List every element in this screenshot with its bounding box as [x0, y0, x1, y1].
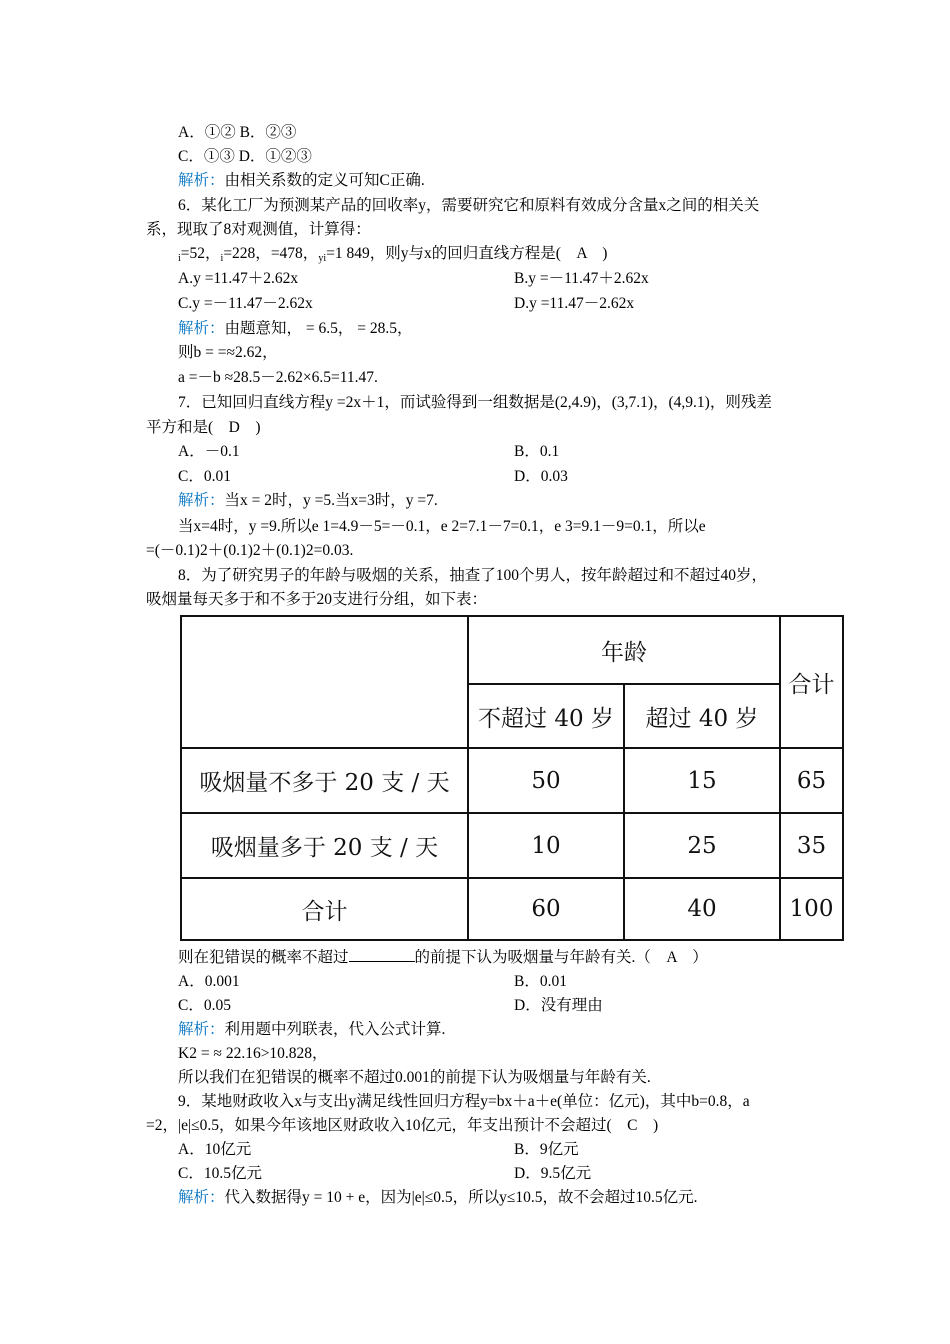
- q7-stem-line2: 平方和是( D ): [146, 419, 261, 436]
- row-label: 吸烟量多于 20 支 / 天: [210, 835, 439, 861]
- table-cell: 100: [789, 896, 834, 922]
- q8-analysis-line3: 所以我们在犯错误的概率不超过0.001的前提下认为吸烟量与年龄有关.: [178, 1069, 651, 1086]
- analysis-label: 解析：: [178, 172, 225, 189]
- q5-analysis: [178, 170, 425, 192]
- q6-stem-line1: 6．某化工厂为预测某产品的回收率y，需要研究它和原料有效成分含量x之间的相关关: [178, 197, 760, 214]
- q7-analysis-line1: 解析：当x = 2时，y =5.当x=3时，y =7.: [178, 492, 438, 509]
- q6-analysis-line3: a =－b ≈28.5－2.62×6.5=11.47.: [178, 369, 378, 386]
- q7-options-ab: [178, 441, 560, 463]
- q9-stem-line2: =2，|e|≤0.5，如果今年该地区财政收入10亿元，年支出预计不会超过( C ): [146, 1117, 659, 1134]
- header-total: 合计: [788, 671, 835, 698]
- header-over-40: 超过 40 岁: [645, 705, 759, 732]
- q8-analysis-line1: 解析：利用题中列联表，代入公式计算.: [178, 1021, 446, 1038]
- q7-options-cd: [178, 466, 568, 488]
- table-cell: 15: [687, 767, 717, 794]
- analysis-label: 解析：: [178, 1021, 225, 1038]
- q6-stem-line3: $_i$=52，$_i$=228，=478，$_{yi}$=1 849，则y与x的回归直线方程是( A ): [178, 245, 608, 264]
- q5-options-cd: C．①③ D．①②③: [178, 148, 312, 165]
- q7-option-a: A．－0.1: [178, 443, 240, 460]
- q9-analysis: 解析：代入数据得y = 10 + e，因为|e|≤0.5，所以y≤10.5，故不会超过10.5亿元.: [178, 1189, 698, 1206]
- q6-option-a: A.y =11.47＋2.62x: [178, 270, 299, 287]
- q8-option-b: B．0.01: [514, 973, 567, 990]
- q9-options-cd: [178, 1163, 592, 1185]
- q6-options-cd: [178, 293, 635, 315]
- q7-option-d: D．0.03: [514, 468, 568, 485]
- table-cell: 65: [796, 767, 827, 794]
- sum-subscript: yi: [318, 253, 327, 264]
- q8-question: 则在犯错误的概率不超过 的前提下认为吸烟量与年龄有关.（ A ）: [178, 949, 708, 966]
- q6-option-c: C.y =－11.47－2.62x: [178, 295, 313, 312]
- sum-subscript: i: [178, 253, 181, 264]
- q9-option-c: C．10.5亿元: [178, 1165, 262, 1182]
- table-cell: 35: [796, 832, 827, 859]
- q9-option-d: D．9.5亿元: [514, 1165, 592, 1182]
- q6-stem-line2: 系，现取了8对观测值，计算得：: [146, 221, 371, 238]
- q6-option-b: B.y =－11.47＋2.62x: [514, 270, 649, 287]
- q6-analysis-line2: 则b = =≈2.62，: [178, 344, 278, 361]
- q8-stem-line2: 吸烟量每天多于和不多于20支进行分组，如下表：: [146, 591, 488, 608]
- q6-analysis-line1: 解析：由题意知， = 6.5， = 28.5，: [178, 320, 413, 337]
- table-cell: 10: [531, 832, 561, 859]
- analysis-label: 解析：: [178, 320, 225, 337]
- answer-blank: [349, 947, 415, 962]
- q8-options-cd: [178, 995, 603, 1017]
- q7-analysis-line2: 当x=4时，y =9.所以e 1=4.9－5=－0.1，e 2=7.1－7=0.1，e 3=9.1－9=0.1，所以e: [178, 518, 706, 535]
- q7-option-b: B．0.1: [514, 443, 560, 460]
- q6-option-d: D.y =11.47－2.62x: [514, 295, 635, 312]
- table-cell: 25: [687, 832, 717, 859]
- header-not-over-40: 不超过 40 岁: [478, 705, 614, 732]
- row-label: 合计: [301, 898, 348, 925]
- q8-options-ab: [178, 971, 567, 993]
- q8-option-c: C．0.05: [178, 997, 231, 1014]
- contingency-table: [180, 615, 844, 941]
- q5-options-ab: A．①② B．②③: [178, 124, 297, 141]
- q9-option-b: B．9亿元: [514, 1141, 579, 1158]
- q8-option-d: D．没有理由: [514, 997, 603, 1014]
- q8-option-a: A．0.001: [178, 973, 240, 990]
- q9-option-a: A．10亿元: [178, 1141, 252, 1158]
- q8-stem-line1: 8．为了研究男子的年龄与吸烟的关系，抽查了100个男人，按年龄超过和不超过40岁，: [178, 567, 768, 584]
- q8-analysis-line2: K2 = ≈ 22.16>10.828，: [178, 1045, 328, 1062]
- analysis-label: 解析：: [178, 492, 225, 509]
- q9-stem-line1: 9．某地财政收入x与支出y满足线性回归方程y=bx＋a＋e(单位：亿元)，其中b=0.8，a: [178, 1093, 750, 1110]
- q7-option-c: C．0.01: [178, 468, 231, 485]
- q9-options-ab: [178, 1139, 579, 1161]
- sum-subscript: i: [220, 253, 224, 264]
- analysis-text: 由相关系数的定义可知C正确.: [224, 172, 425, 189]
- q6-options-ab: [178, 268, 649, 290]
- table-cell: 40: [687, 896, 717, 922]
- q7-analysis-line3: =(－0.1)2＋(0.1)2＋(0.1)2=0.03.: [146, 542, 354, 559]
- header-age: 年龄: [601, 639, 647, 666]
- row-label: 吸烟量不多于 20 支 / 天: [199, 770, 450, 796]
- table-cell: 50: [531, 767, 561, 794]
- q7-stem-line1: 7．已知回归直线方程y =2x＋1，而试验得到一组数据是(2,4.9)，(3,7.1)，(4,9.1)，则残差: [178, 394, 772, 411]
- analysis-label: 解析：: [178, 1189, 225, 1206]
- table-cell: 60: [531, 896, 561, 922]
